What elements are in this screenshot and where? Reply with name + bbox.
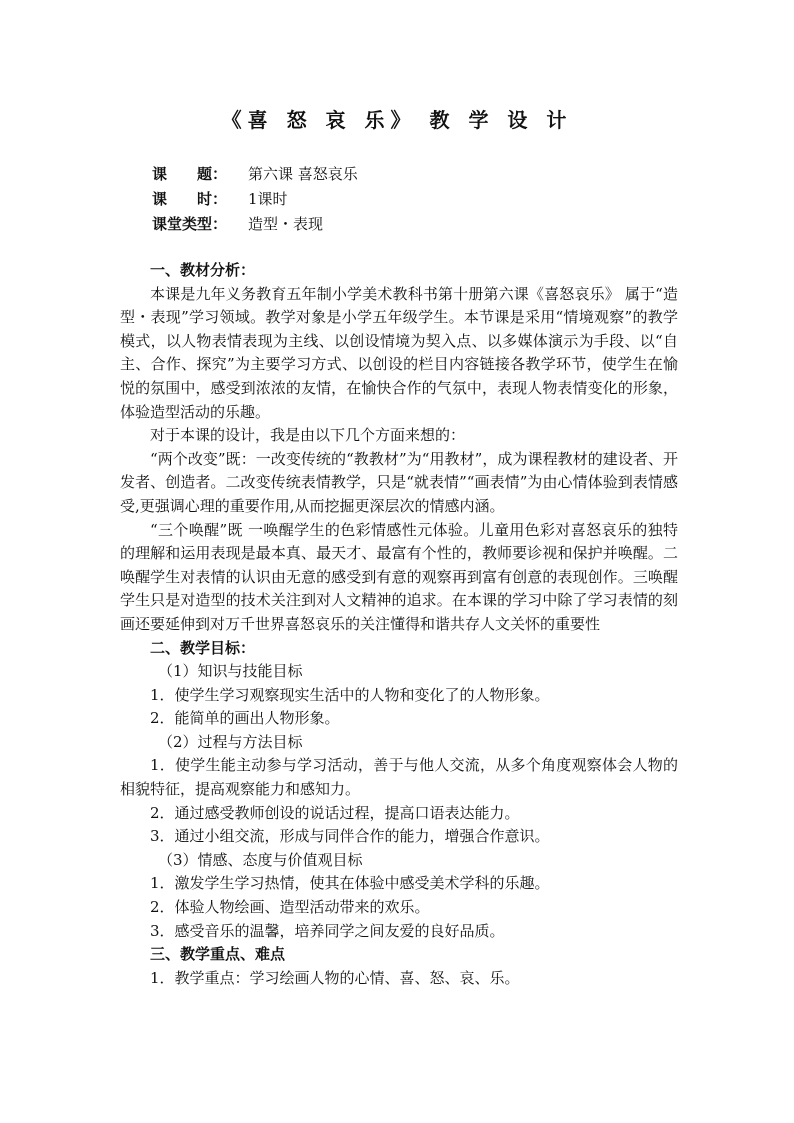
lesson-meta	[152, 162, 358, 237]
list-item: 3．感受音乐的温馨，培养同学之间友爱的良好品质。	[150, 921, 505, 940]
paragraph: 本课是九年义务教育五年制小学美术教科书第十册第六课《喜怒哀乐》 属于“造型・表现”学习领域。教学对象是小学五年级学生。本节课是采用“情境观察”的教学模式，以人物表情表现为主线、以创设情境为契入点、以多媒体演示为手段、以“自主、合作、探究”为主要学习方式、以创设的栏目内容链接各教学环节，使学生在愉悦的氛围中，感受到浓浓的友情，在愉快合作的气氛中，表现人物表情变化的形象，体验造型活动的乐趣。	[120, 284, 678, 421]
meta-row-type	[152, 212, 358, 237]
meta-value: 第六课 喜怒哀乐	[248, 165, 358, 183]
paragraph: “两个改变”既：一改变传统的“教教材”为“用教材”，成为课程教材的建设者、开发者、创造者。二改变传统表情教学，只是“就表情”“画表情”为由心情体验到表情感受,更强调心理的重要作用,从而挖掘更深层次的情感内涵。	[120, 449, 678, 515]
list-item: 2．能简单的画出人物形象。	[150, 709, 340, 728]
section-heading-keypoints: 三、教学重点、难点	[150, 945, 286, 964]
list-item: 2．体验人物绘画、造型活动带来的欢乐。	[150, 898, 430, 917]
list-item: 1．使学生学习观察现实生活中的人物和变化了的人物形象。	[150, 685, 550, 704]
goal-group-title: （2）过程与方法目标	[158, 732, 303, 751]
paragraph: 对于本课的设计，我是由以下几个方面来想的：	[150, 426, 466, 445]
meta-label: 课 题：	[152, 165, 228, 183]
document-body	[120, 259, 678, 990]
paragraph: “三个唤醒”既 一唤醒学生的色彩情感性元体验。儿童用色彩对喜怒哀乐的独特的理解和运用表现是最本真、最天才、最富有个性的，教师要诊视和保护并唤醒。二唤醒学生对表情的认识由无意的感受到有意的观察再到富有创意的表现创作。三唤醒学生只是对造型的技术关注到对人文精神的追求。在本课的学习中除了学习表情的刻画还要延伸到对万千世界喜怒哀乐的关注懂得和谐共存人文关怀的重要性	[120, 520, 678, 633]
list-item: 1．激发学生学习热情，使其在体验中感受美术学科的乐趣。	[150, 874, 550, 893]
goal-group-title: （3）情感、态度与价值观目标	[158, 850, 363, 869]
meta-value: 造型・表现	[248, 215, 324, 233]
meta-label: 课 时：	[152, 190, 228, 208]
meta-label: 课堂类型：	[152, 215, 228, 233]
section-heading-goals: 二、教学目标：	[150, 638, 256, 657]
list-item: 2．通过感受教师创设的说话过程，提高口语表达能力。	[150, 803, 520, 822]
meta-row-hours	[152, 187, 358, 212]
list-item: 3．通过小组交流，形成与同伴合作的能力，增强合作意识。	[150, 827, 550, 846]
document-title: 《喜 怒 哀 乐》 教 学 设 计	[221, 108, 573, 132]
list-item: 1．使学生能主动参与学习活动，善于与他人交流，从多个角度观察体会人物的相貌特征，提高观察能力和感知力。	[120, 756, 678, 799]
meta-value: 1课时	[248, 190, 288, 208]
section-heading-analysis: 一、教材分析：	[150, 261, 256, 279]
goal-group-title: （1）知识与技能目标	[158, 662, 303, 681]
meta-row-topic	[152, 162, 358, 187]
list-item: 1．教学重点：学习绘画人物的心情、喜、怒、哀、乐。	[150, 968, 520, 987]
